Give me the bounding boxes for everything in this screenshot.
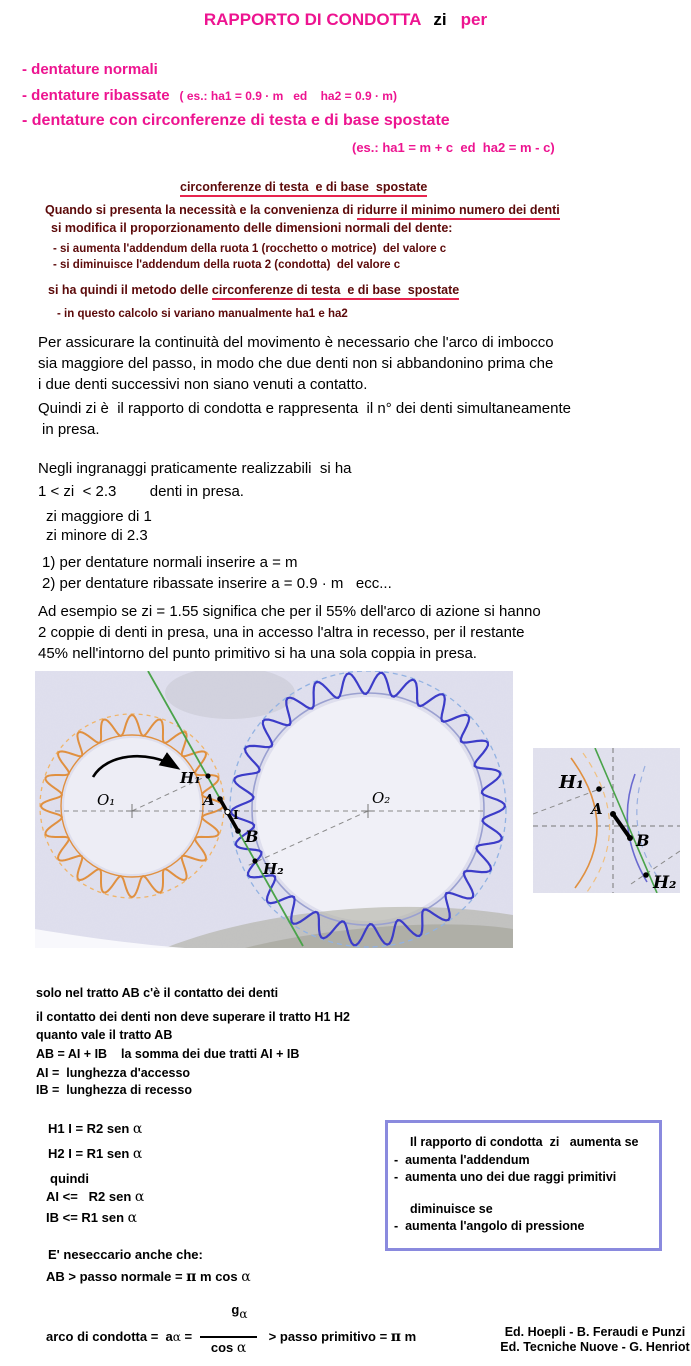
p1-line1: Per assicurare la continuità del movimento è necessario che l'arco di imbocco <box>38 334 554 351</box>
alpha-symbol: α <box>127 1210 138 1226</box>
arco-text: arco di condotta = <box>46 1329 166 1344</box>
formula-passo-normale <box>46 1269 251 1285</box>
credits <box>500 1325 690 1355</box>
section-item-aumenta: - si aumenta l'addendum della ruota 1 (rocchetto o motrice) del valore c <box>53 243 447 255</box>
label-o1: O₁ <box>97 791 116 809</box>
g-symbol: g <box>231 1302 240 1317</box>
inset-point-h1 <box>596 786 602 792</box>
inset-point-a <box>610 811 616 817</box>
paragraph-zi-minore: zi minore di 2.3 <box>46 527 148 544</box>
title-per: per <box>460 10 488 29</box>
p1-line2: sia maggiore del passo, in modo che due denti non si abbandonino prima che <box>38 355 554 372</box>
title-zi: zi <box>433 10 447 29</box>
formula-necessario: E' neseccario anche che: <box>48 1247 203 1262</box>
pi-symbol: π <box>186 1269 197 1285</box>
label-i: I <box>233 808 239 822</box>
formula-ib-text: IB <= R1 sen <box>46 1210 128 1225</box>
point-h1 <box>205 773 210 778</box>
metodo-underlined: circonferenze di testa e di base spostate <box>212 283 459 300</box>
box-item-angolo: - aumenta l'angolo di pressione <box>394 1219 585 1233</box>
section-line-quando <box>45 203 560 217</box>
box-item-raggi: - aumenta uno dei due raggi primitivi <box>394 1170 617 1184</box>
credit-line-2: Ed. Tecniche Nuove - G. Henriot <box>500 1340 690 1354</box>
point-h2 <box>252 858 257 863</box>
inset-label-a: A <box>591 800 603 818</box>
p9-line2: 2 coppie di denti in presa, una in accesso l'altra in recesso, per il restante <box>38 624 525 641</box>
note-quanto-vale: quanto vale il tratto AB <box>36 1028 173 1042</box>
bullet-spostate-note: (es.: ha1 = m + c ed ha2 = m - c) <box>352 140 555 155</box>
contact-ratio-rules-box <box>385 1120 662 1251</box>
section-item-diminuisce: - si diminuisce l'addendum della ruota 2 (condotta) del valore c <box>53 259 401 271</box>
section-line-metodo <box>48 283 459 297</box>
note-ab-somma: AB = AI + IB la somma dei due tratti AI + IB <box>36 1047 300 1061</box>
note-tratto-ab: solo nel tratto AB c'è il contatto dei denti <box>36 986 279 1000</box>
inset-noise <box>533 748 680 893</box>
quando-underlined: ridurre il minimo numero dei denti <box>357 203 560 220</box>
arco-eq: = <box>180 1329 196 1344</box>
inset-point-b <box>627 835 633 841</box>
paragraph-range-zi: 1 < zi < 2.3 denti in presa. <box>38 483 244 500</box>
section-item-calcolo: - in questo calcolo si variano manualmente ha1 e ha2 <box>57 308 348 320</box>
gear-diagram <box>35 671 513 948</box>
note-contatto-h1h2: il contatto dei denti non deve superare il tratto H1 H2 <box>36 1010 350 1024</box>
credit-line-1: Ed. Hoepli - B. Feraudi e Punzi <box>504 1325 686 1339</box>
label-h2: H₂ <box>263 860 284 878</box>
fraction-denominator <box>200 1336 258 1356</box>
alpha-symbol: α <box>134 1189 145 1205</box>
bullet-dentature-spostate: - dentature con circonferenze di testa e di base spostate <box>22 112 450 129</box>
label-h1: H₁ <box>180 769 201 787</box>
page-title <box>0 10 691 30</box>
p9-line1: Ad esempio se zi = 1.55 significa che per il 55% dell'arco di azione si hanno <box>38 603 541 620</box>
formula-ai <box>46 1189 144 1205</box>
formula-ib <box>46 1210 137 1226</box>
cos-text: cos <box>210 1340 237 1355</box>
point-b <box>235 828 241 834</box>
formula-h1i-text: H1 I = R2 sen <box>48 1121 133 1136</box>
metodo-text: si ha quindi il metodo delle <box>48 283 212 297</box>
formula-h1i <box>48 1121 142 1137</box>
note-ib-recesso: IB = lunghezza di recesso <box>36 1083 192 1097</box>
p2-line1: Quindi zi è il rapporto di condotta e rappresenta il n° dei denti simultaneamente <box>38 400 571 417</box>
alpha-symbol: α <box>132 1146 143 1162</box>
passo-primitivo-m: m <box>401 1329 417 1344</box>
p1-line3: i due denti successivi non siano venuti a contatto. <box>38 376 368 393</box>
box-item-addendum: - aumenta l'addendum <box>394 1152 530 1167</box>
arco-a: a <box>165 1329 173 1344</box>
formula-h2i <box>48 1146 142 1162</box>
box-title: Il rapporto di condotta zi aumenta se <box>410 1135 639 1149</box>
paragraph-esempio <box>38 601 541 664</box>
quando-text: Quando si presenta la necessità e la convenienza di <box>45 203 357 217</box>
formula-ai-text: AI <= R2 sen <box>46 1189 135 1204</box>
alpha-sub-symbol: α <box>239 1307 248 1321</box>
paragraph-continuita <box>38 332 554 395</box>
inset-point-h2 <box>643 872 649 878</box>
inset-label-h2: H₂ <box>653 873 677 893</box>
pi-symbol: π <box>390 1328 402 1345</box>
alpha-symbol: α <box>236 1340 247 1356</box>
paragraph-zi-maggiore: zi maggiore di 1 <box>46 508 152 525</box>
passo-normale-cos: m cos <box>196 1269 242 1284</box>
label-b: B <box>245 827 259 846</box>
point-a <box>217 796 223 802</box>
label-o2: O₂ <box>372 789 391 807</box>
passo-normale-text: AB > passo normale = <box>46 1269 187 1284</box>
label-a: A <box>203 791 215 809</box>
passo-primitivo-text: > passo primitivo = <box>261 1329 391 1344</box>
paragraph-rapporto <box>38 398 571 440</box>
alpha-symbol: α <box>241 1269 251 1285</box>
paragraph-ingranaggi: Negli ingranaggi praticamente realizzabili si ha <box>38 460 352 477</box>
section-heading-circonferenze: circonferenze di testa e di base spostate <box>180 180 427 197</box>
paragraph-ribassate-a: 2) per dentature ribassate inserire a = 0.9 · m ecc... <box>42 575 392 592</box>
bullet-ribassate-note: ( es.: ha1 = 0.9 · m ed ha2 = 0.9 · m) <box>179 89 397 103</box>
formula-h2i-text: H2 I = R1 sen <box>48 1146 133 1161</box>
formula-arco-condotta <box>46 1287 416 1366</box>
p9-line3: 45% nell'intorno del punto primitivo si ha una sola coppia in presa. <box>38 645 477 662</box>
p2-line2: in presa. <box>42 421 100 438</box>
bullet-dentature-ribassate: - dentature ribassate <box>22 87 170 104</box>
note-ai-accesso: AI = lunghezza d'accesso <box>36 1066 191 1080</box>
inset-label-b: B <box>636 831 650 850</box>
bullet-dentature-normali: - dentature normali <box>22 61 158 78</box>
alpha-sub-symbol: α <box>172 1329 181 1344</box>
formula-quindi: quindi <box>50 1171 89 1186</box>
box-spacer <box>388 1187 659 1201</box>
paragraph-normali-a: 1) per dentature normali inserire a = m <box>42 554 298 571</box>
bullet-dentature-ribassate-row <box>22 87 397 105</box>
fraction-g-cos <box>200 1287 258 1366</box>
fraction-numerator <box>221 1302 257 1319</box>
gear-contact-detail-inset <box>533 748 680 893</box>
box-subtitle: diminuisce se <box>410 1201 493 1216</box>
inset-label-h1: H₁ <box>559 772 584 793</box>
section-line-modifica: si modifica il proporzionamento delle dimensioni normali del dente: <box>51 221 453 235</box>
alpha-symbol: α <box>132 1121 143 1137</box>
title-main: RAPPORTO DI CONDOTTA <box>203 10 422 29</box>
point-i-pitch <box>225 809 230 814</box>
